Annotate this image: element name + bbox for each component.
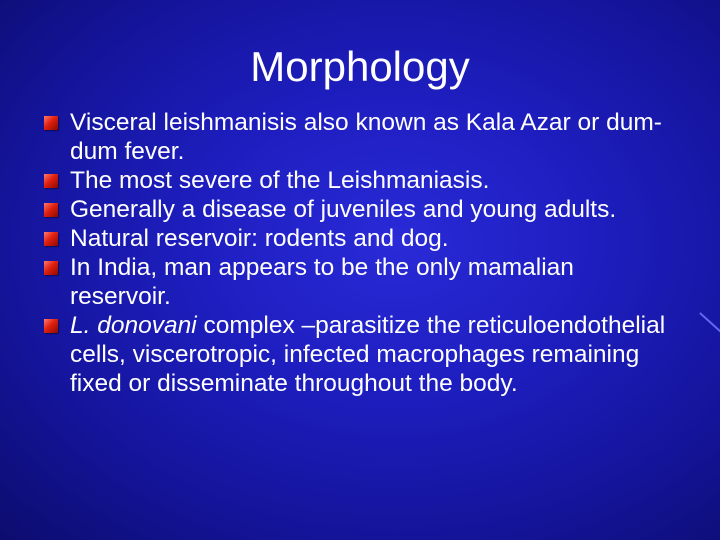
bullet-text: Generally a disease of juveniles and young adults. bbox=[70, 196, 617, 223]
square-bullet-icon bbox=[44, 232, 58, 246]
square-bullet-icon bbox=[44, 319, 58, 333]
bullet-item bbox=[44, 253, 674, 311]
bullet-list bbox=[44, 108, 674, 398]
bullet-item bbox=[44, 108, 674, 166]
slide-title: Morphology bbox=[250, 43, 470, 90]
bullet-text: In India, man appears to be the only mamalian reservoir. bbox=[70, 254, 574, 310]
square-bullet-icon bbox=[44, 174, 58, 188]
bullet-text: Natural reservoir: rodents and dog. bbox=[70, 225, 449, 252]
bullet-item bbox=[44, 224, 674, 253]
square-bullet-icon bbox=[44, 261, 58, 275]
bullet-text: Visceral leishmanisis also known as Kala Azar or dum-dum fever. bbox=[70, 109, 662, 165]
decorative-line bbox=[699, 312, 720, 333]
bullet-item bbox=[44, 311, 674, 398]
bullet-text: complex –parasitize the reticuloendothelial cells, viscerotropic, infected macrophages remaining fixed or disseminate throughout the body. bbox=[70, 312, 666, 397]
square-bullet-icon bbox=[44, 116, 58, 130]
bullet-item bbox=[44, 166, 674, 195]
species-name: L. donovani bbox=[70, 312, 197, 339]
bullet-text: The most severe of the Leishmaniasis. bbox=[70, 167, 490, 194]
bullet-item bbox=[44, 195, 674, 224]
square-bullet-icon bbox=[44, 203, 58, 217]
